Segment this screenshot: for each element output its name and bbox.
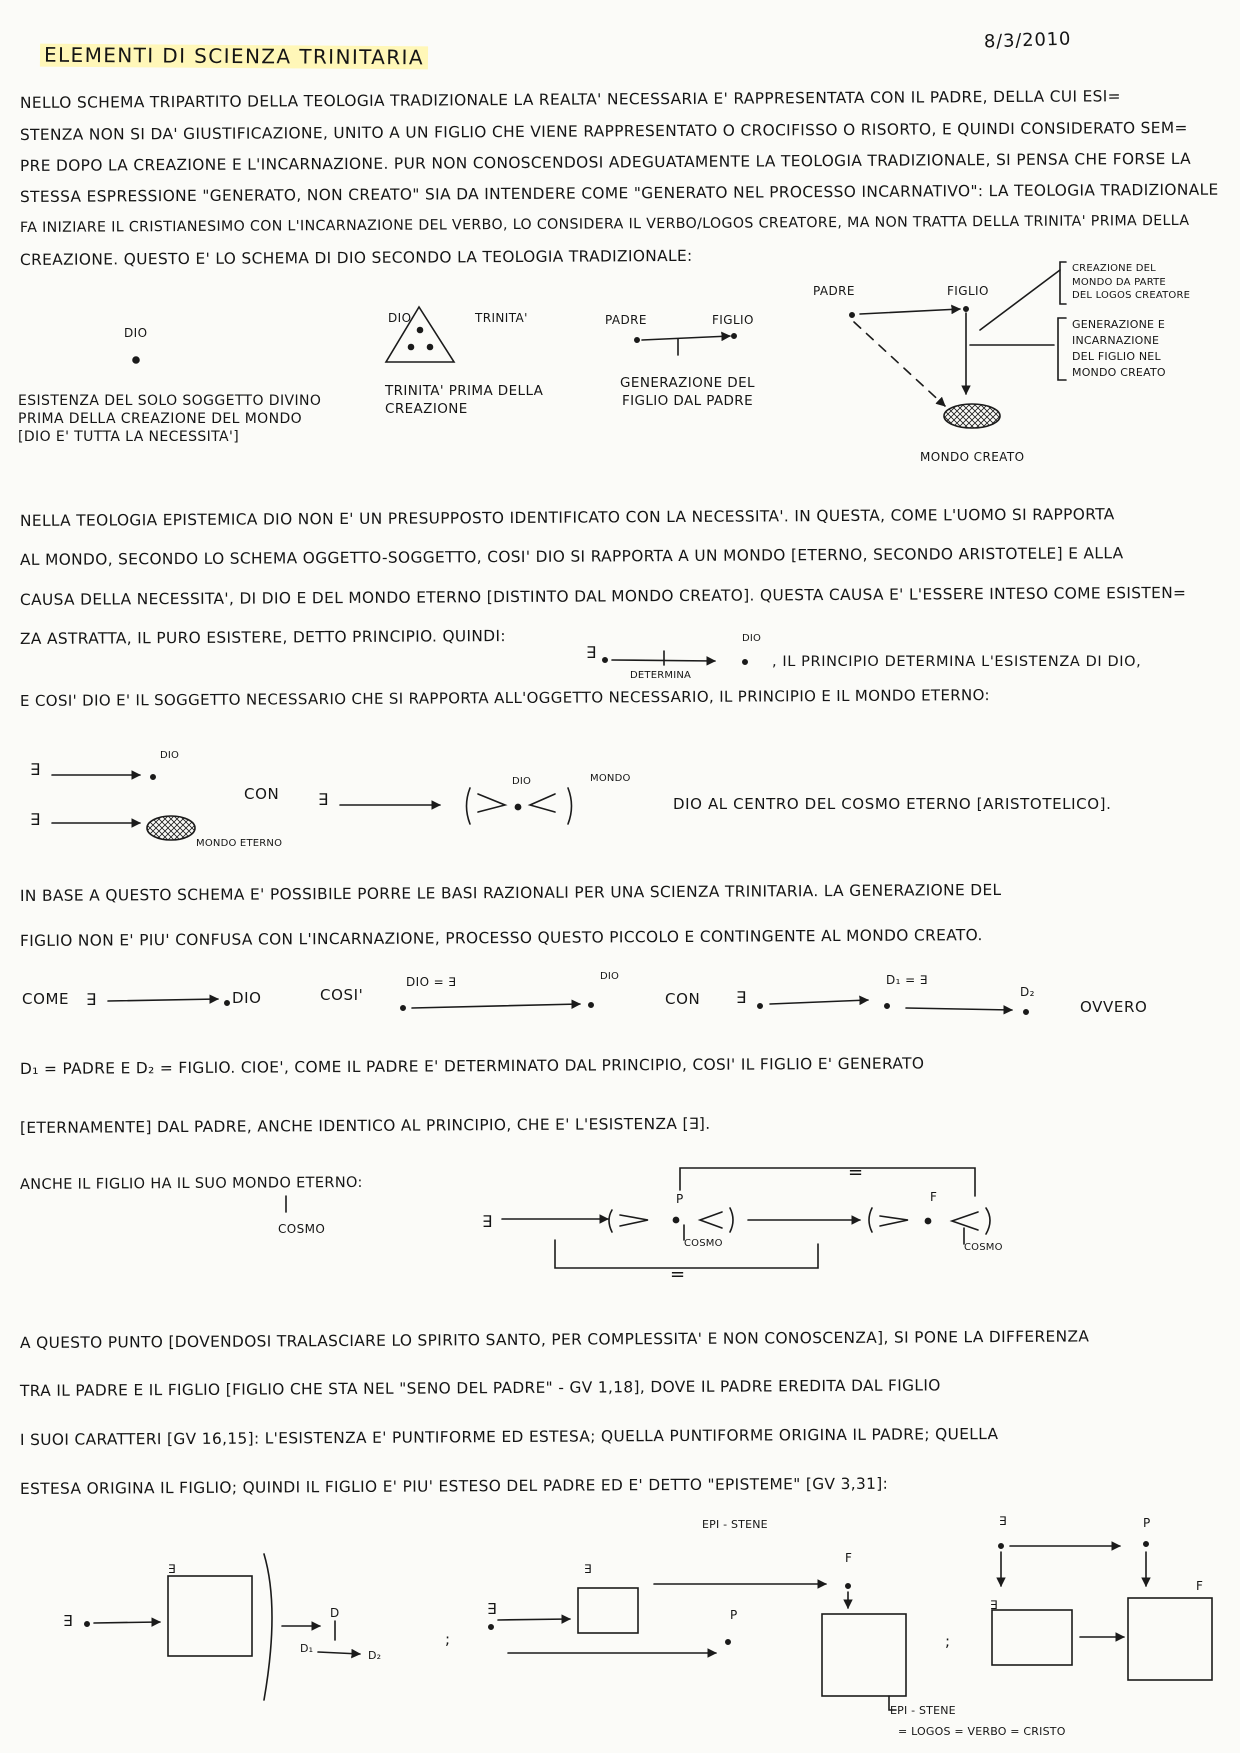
quindi-exists: ∃ [586, 643, 597, 662]
cosmos-con: CON [244, 785, 280, 803]
pf-f: F [930, 1190, 938, 1204]
text-line: IN BASE A QUESTO SCHEMA E' POSSIBILE PORRE LE BASI RAZIONALI PER UNA SCIENZA TRINITARIA. LA GENERAZIONE DEL [19, 881, 1002, 905]
text-line: ZA ASTRATTA, IL PURO ESISTERE, DETTO PRINCIPIO. QUINDI: [19, 627, 506, 648]
d1-caption [18, 392, 321, 447]
text-line: FIGLIO NON E' PIU' CONFUSA CON L'INCARNAZIONE, PROCESSO QUESTO PICCOLO E CONTINGENTE AL MONDO CREATO. [19, 926, 983, 950]
text-line: AL MONDO, SECONDO LO SCHEMA OGGETTO-SOGGETTO, COSI' DIO SI RAPPORTA A UN MONDO [ETERNO, SECONDO ARISTOTELE] E ALLA [19, 544, 1124, 569]
text-line: E COSI' DIO E' IL SOGGETTO NECESSARIO CHE SI RAPPORTA ALL'OGGETTO NECESSARIO, IL PRINCIPIO E IL MONDO ETERNO: [19, 686, 990, 710]
bracket-line: MONDO DA PARTE [1072, 276, 1166, 288]
c-f: F [1196, 1579, 1204, 1593]
epi-label: EPI - STENE [702, 1518, 768, 1531]
b-f: F [845, 1551, 853, 1565]
text-line: ESTESA ORIGINA IL FIGLIO; QUINDI IL FIGLIO E' PIU' ESTESO DEL PADRE ED E' DETTO "EPISTEME" [GV 3,31]: [19, 1474, 889, 1498]
text-line: A QUESTO PUNTO [DOVENDOSI TRALASCIARE LO SPIRITO SANTO, PER COMPLESSITA' E NON CONOSCENZA], SI PONE LA DIFFERENZA [19, 1327, 1090, 1352]
formula-d2: D₂ [1020, 985, 1035, 999]
a-d: D [330, 1606, 340, 1620]
formula-dio-eq: DIO = ∃ [406, 975, 457, 989]
cosmos-center-mondo: MONDO [590, 773, 631, 784]
cosmos-center-dio: DIO [512, 776, 532, 787]
text-line: NELLO SCHEMA TRIPARTITO DELLA TEOLOGIA TRADIZIONALE LA REALTA' NECESSARIA E' RAPPRESENTATA CON IL PADRE, DELLA CUI ESI= [19, 87, 1121, 112]
a-exists-top: ∃ [168, 1562, 176, 1576]
cosmos-row2-exists: ∃ [30, 810, 41, 829]
a-d1: D₁ [300, 1642, 314, 1655]
b-p: P [730, 1608, 738, 1622]
bracket-line: INCARNAZIONE [1072, 333, 1160, 347]
text-line: CAUSA DELLA NECESSITA', DI DIO E DEL MONDO ETERNO [DISTINTO DAL MONDO CREATO]. QUESTA CAUSA E' L'ESSERE INTESO COME ESISTEN= [19, 583, 1187, 609]
epi-bottom: EPI - STENE [890, 1704, 956, 1717]
bracket-line: DEL LOGOS CREATORE [1072, 290, 1191, 301]
formula-con: CON [665, 990, 701, 1008]
bracket-line: CREAZIONE DEL [1072, 263, 1156, 274]
d3-caption [605, 375, 770, 410]
d4-bracket1-text [1072, 262, 1190, 303]
quindi-determina: DETERMINA [630, 670, 692, 681]
caption-line: [DIO E' TUTTA LA NECESSITA'] [18, 429, 240, 446]
caption-line: TRINITA' PRIMA DELLA [385, 383, 544, 399]
d4-bracket2-text [1072, 317, 1166, 381]
page-title: ELEMENTI DI SCIENZA TRINITARIA [40, 44, 428, 70]
formula-exists: ∃ [86, 990, 97, 1009]
text-line: D₁ = PADRE E D₂ = FIGLIO. CIOE', COME IL PADRE E' DETERMINATO DAL PRINCIPIO, COSI' IL FIGLIO E' GENERATO [19, 1054, 925, 1078]
pf-eq-top: = [848, 1162, 864, 1183]
quindi-after: , IL PRINCIPIO DETERMINA L'ESISTENZA DI DIO, [772, 654, 1142, 670]
d2-trinita-label: TRINITA' [475, 311, 528, 325]
b-exists-left: ∃ [487, 1600, 498, 1618]
pf-exists: ∃ [482, 1212, 493, 1231]
formula-dio: DIO [232, 989, 262, 1007]
page-date: 8/3/2010 [983, 28, 1072, 53]
text-line: [ETERNAMENTE] DAL PADRE, ANCHE IDENTICO AL PRINCIPIO, CHE E' L'ESISTENZA [∃]. [19, 1114, 711, 1137]
cosmos-big-exists: ∃ [318, 790, 329, 809]
bracket-line: DEL FIGLIO NEL [1072, 349, 1161, 363]
d3-padre-label: PADRE [605, 313, 647, 327]
cosmos-row2-mondo: MONDO ETERNO [196, 838, 283, 849]
formula-cosi: COSI' [320, 986, 364, 1004]
quindi-dio: DIO [742, 633, 762, 644]
formula-dio2: DIO [600, 971, 620, 982]
point-dio [133, 357, 139, 363]
d2-caption [385, 383, 543, 418]
cosmos-row1-exists: ∃ [30, 760, 41, 779]
cosmo-label: COSMO [278, 1222, 326, 1236]
cosmos-row1-dio: DIO [160, 750, 180, 761]
caption-line: FIGLIO DAL PADRE [621, 392, 754, 409]
text-line: TRA IL PADRE E IL FIGLIO [FIGLIO CHE STA NEL "SENO DEL PADRE" - GV 1,18], DOVE IL PADRE EREDITA DAL FIGLIO [19, 1376, 941, 1400]
pf-cosmo1: COSMO [684, 1238, 723, 1249]
pf-eq-bottom: = [670, 1264, 686, 1285]
text-line: NELLA TEOLOGIA EPISTEMICA DIO NON E' UN PRESUPPOSTO IDENTIFICATO CON LA NECESSITA'. IN QUESTA, COME L'UOMO SI RAPPORTA [19, 505, 1115, 530]
bracket-line: GENERAZIONE E [1072, 318, 1166, 331]
cosmos-caption: DIO AL CENTRO DEL COSMO ETERNO [ARISTOTELICO]. [673, 795, 1112, 813]
caption-line: PRIMA DELLA CREAZIONE DEL MONDO [18, 411, 303, 428]
d4-padre-label: PADRE [813, 284, 855, 298]
d4-mondo-label: MONDO CREATO [920, 450, 1025, 464]
caption-line: GENERAZIONE DEL [620, 375, 755, 391]
text-line: ANCHE IL FIGLIO HA IL SUO MONDO ETERNO: [19, 1174, 363, 1193]
bracket-line: MONDO CREATO [1072, 365, 1166, 379]
logos-line: = LOGOS = VERBO = CRISTO [898, 1725, 1066, 1738]
b-exists-top: ∃ [584, 1562, 592, 1576]
pf-p: P [676, 1192, 684, 1206]
d2-dio-label: DIO [388, 311, 412, 325]
formula-come: COME [22, 990, 70, 1008]
d1-dio-label: DIO [124, 326, 148, 340]
c-exists-top: ∃ [999, 1514, 1007, 1528]
text-line: STESSA ESPRESSIONE "GENERATO, NON CREATO" SIA DA INTENDERE COME "GENERATO NEL PROCESSO INCARNATIVO": LA TEOLOGIA TRADIZIONALE [19, 180, 1219, 206]
pf-cosmo2: COSMO [964, 1242, 1003, 1253]
d3-figlio-label: FIGLIO [712, 313, 754, 327]
semi2: ; [945, 1632, 951, 1650]
formula-ovvero: OVVERO [1080, 998, 1148, 1016]
c-p: P [1143, 1516, 1151, 1530]
caption-line: CREAZIONE [385, 400, 468, 417]
c-exists-mid: ∃ [990, 1598, 998, 1612]
text-line: PRE DOPO LA CREAZIONE E L'INCARNAZIONE. PUR NON CONOSCENDOSI ADEGUATAMENTE LA TEOLOGIA TRADIZIONALE, SI PENSA CHE FORSE LA [19, 149, 1192, 175]
semi1: ; [445, 1630, 451, 1648]
a-exists-left: ∃ [63, 1612, 74, 1630]
text-line: CREAZIONE. QUESTO E' LO SCHEMA DI DIO SECONDO LA TEOLOGIA TRADIZIONALE: [19, 246, 693, 269]
caption-line: ESISTENZA DEL SOLO SOGGETTO DIVINO [18, 393, 322, 409]
a-d2: D₂ [368, 1649, 382, 1662]
formula-exists2: ∃ [736, 988, 747, 1007]
text-line: I SUOI CARATTERI [GV 16,15]: L'ESISTENZA E' PUNTIFORME ED ESTESA; QUELLA PUNTIFORME ORIGINA IL PADRE; QUELLA [19, 1425, 999, 1449]
text-line: FA INIZIARE IL CRISTIANESIMO CON L'INCARNAZIONE DEL VERBO, LO CONSIDERA IL VERBO/LOGOS CREATORE, MA NON TRATTA DELLA TRINITA' PRIMA DELLA [19, 212, 1190, 236]
formula-d1: D₁ = ∃ [886, 973, 928, 987]
text-line: STENZA NON SI DA' GIUSTIFICAZIONE, UNITO A UN FIGLIO CHE VIENE RAPPRESENTATO O CROCIFISSO O RISORTO, E QUINDI CONSIDERATO SEM= [19, 118, 1188, 144]
d4-figlio-label: FIGLIO [947, 284, 989, 298]
